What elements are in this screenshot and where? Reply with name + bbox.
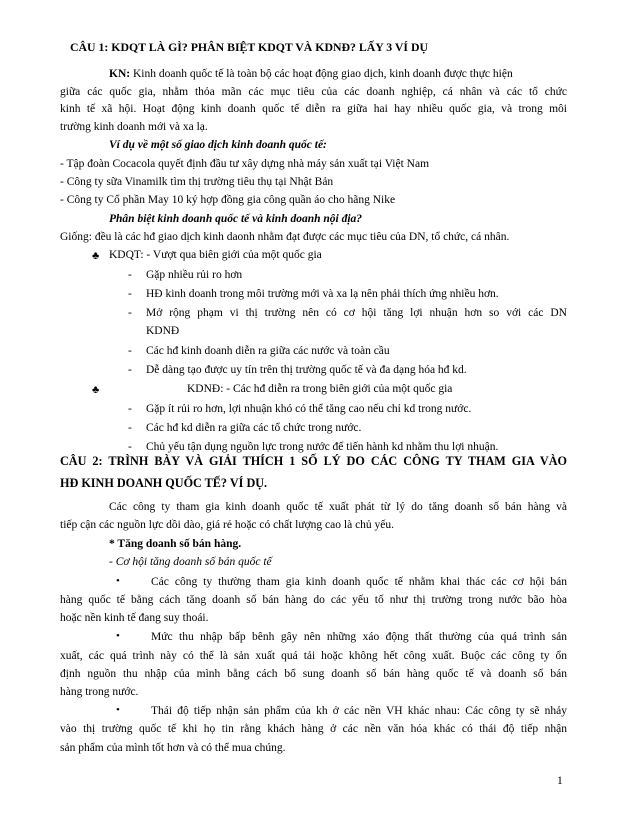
question-2-title-line-1: CÂU 2: TRÌNH BÀY VÀ GIẢI THÍCH 1 SỐ LÝ DO CÁC CÔNG TY THAM GIA VÀO <box>60 454 567 468</box>
kdnd-item: Chủ yếu tận dụng nguồn lực trong nước để tiến hành kd nhằm thu lợi nhuận. <box>146 441 499 453</box>
bullet-icon: • <box>116 630 120 642</box>
dash-marker: - <box>128 307 132 319</box>
paragraph-1-line-1: Các công ty thường tham gia kinh doanh quốc tế nhằm khai thác các cơ hội bán <box>151 576 567 588</box>
definition-line-1 <box>109 67 567 81</box>
kdqt-item: Các hđ kinh doanh diễn ra giữa các nước và toàn cầu <box>146 345 390 357</box>
page-number: 1 <box>557 775 563 787</box>
example-item: - Tập đoàn Cocacola quyết định đầu tư xây dựng nhà máy sản xuất tại Việt Nam <box>60 158 430 170</box>
definition-text-1: Kinh doanh quốc tế là toàn bộ các hoạt động giao dịch, kinh doanh được thực hiện <box>132 68 513 80</box>
example-item: - Công ty Cổ phần May 10 ký hợp đồng gia công quần áo cho hãng Nike <box>60 194 396 206</box>
kdqt-item: Gặp nhiều rủi ro hơn <box>146 269 243 281</box>
definition-line-4: trường kinh doanh mới và xa lạ. <box>60 121 208 133</box>
club-bullet-icon: ♣ <box>92 250 100 262</box>
paragraph-2-line-4: hàng trong nước. <box>60 686 139 698</box>
kdnd-item: Các hđ kd diễn ra giữa các tổ chức trong nước. <box>146 422 362 434</box>
opportunity-heading: - Cơ hội tăng doanh số bán quốc tế <box>109 556 272 568</box>
question-2-title-line-2: HĐ KINH DOANH QUỐC TẾ? VÍ DỤ. <box>60 476 268 490</box>
similarity-text: Giống: đều là các hđ giao dịch kinh daonh nhằm đạt được các mục tiêu của DN, tổ chức, cá nhân. <box>60 231 510 243</box>
paragraph-3-line-1: Thái độ tiếp nhận sản phẩm của kh ở các nền VH khác nhau: Các công ty sẽ nhảy <box>151 705 567 717</box>
question-2-intro-1: Các công ty tham gia kinh doanh quốc tế xuất phát từ lý do tăng doanh số bán hàng và <box>109 501 567 513</box>
dash-marker: - <box>128 364 132 376</box>
bullet-icon: • <box>116 575 120 587</box>
bullet-icon: • <box>116 704 120 716</box>
kdnd-intro: KDNĐ: - Các hđ diễn ra trong biên giới của một quốc gia <box>187 383 453 395</box>
question-1-title: CÂU 1: KDQT LÀ GÌ? PHÂN BIỆT KDQT VÀ KDNĐ? LẤY 3 VÍ DỤ <box>70 40 428 54</box>
paragraph-3-line-3: sản phẩm của mình tốt hơn và có thể mua chúng. <box>60 742 286 754</box>
dash-marker: - <box>128 403 132 415</box>
kdqt-item: Mở rộng phạm vi thị trường nên có cơ hội tăng lợi nhuận hơn so với các DN <box>146 307 567 319</box>
dash-marker: - <box>128 345 132 357</box>
paragraph-2-line-3: định nguồn thu nhập của mình bằng cách bổ sung doanh số bán hàng quốc tế và doanh số bán <box>60 668 567 680</box>
club-bullet-icon: ♣ <box>92 384 100 396</box>
kdnd-item: Gặp ít rủi ro hơn, lợi nhuận khó có thể tăng cao nếu chỉ kd trong nước. <box>146 403 472 415</box>
kdqt-item: HĐ kinh doanh trong môi trường mới và xa lạ nên phải thích ứng nhiều hơn. <box>146 288 499 300</box>
sales-heading: * Tăng doanh số bán hàng. <box>109 538 242 550</box>
examples-heading: Ví dụ về một số giao dịch kinh doanh quốc tế: <box>109 139 327 151</box>
kdqt-intro: KDQT: - Vượt qua biên giới của một quốc gia <box>109 249 322 261</box>
dash-marker: - <box>128 288 132 300</box>
question-2-intro-2: tiếp cận các nguồn lực dồi dào, giá rẻ hoặc có chất lượng cao là chủ yếu. <box>60 519 395 531</box>
dash-marker: - <box>128 269 132 281</box>
paragraph-1-line-2: hàng quốc tế bằng cách tăng doanh số bán hàng do các yếu tố như thị trường trong nước bão hòa <box>60 594 567 606</box>
dash-marker: - <box>128 422 132 434</box>
comparison-heading: Phân biệt kinh doanh quốc tế và kinh doanh nội địa? <box>109 213 363 225</box>
paragraph-1-line-3: hoặc nền kinh tế đang suy thoái. <box>60 612 209 624</box>
paragraph-3-line-2: vào thị trường quốc tế khi họ tin rằng khách hàng ở các nền văn hóa khác có thái độ tiếp nhận <box>60 723 567 735</box>
paragraph-2-line-1: Mức thu nhập bấp bênh gây nên những xáo động thất thường của quá trình sản <box>151 631 567 643</box>
dash-marker: - <box>128 441 132 453</box>
kdqt-item-continuation: KDNĐ <box>146 325 180 337</box>
kdqt-item: Dễ dàng tạo được uy tín trên thị trường quốc tế và đa dạng hóa hđ kd. <box>146 364 467 376</box>
definition-line-2: giữa các quốc gia, nhằm thỏa mãn các mục tiêu của các doanh nghiệp, cá nhân và các tổ chức <box>60 86 567 98</box>
definition-line-3: kinh tế xã hội. Hoạt động kinh doanh quốc tế diễn ra giữa hai hay nhiều quốc gia, và trong môi <box>60 103 567 115</box>
paragraph-2-line-2: xuất, các quá trình này có thể là sản xuất quá tải hoặc không hết công xuất. Buộc các công ty ổn <box>60 650 567 662</box>
example-item: - Công ty sữa Vinamilk tìm thị trường tiêu thụ tại Nhật Bản <box>60 176 334 188</box>
definition-label: KN: <box>109 68 131 80</box>
